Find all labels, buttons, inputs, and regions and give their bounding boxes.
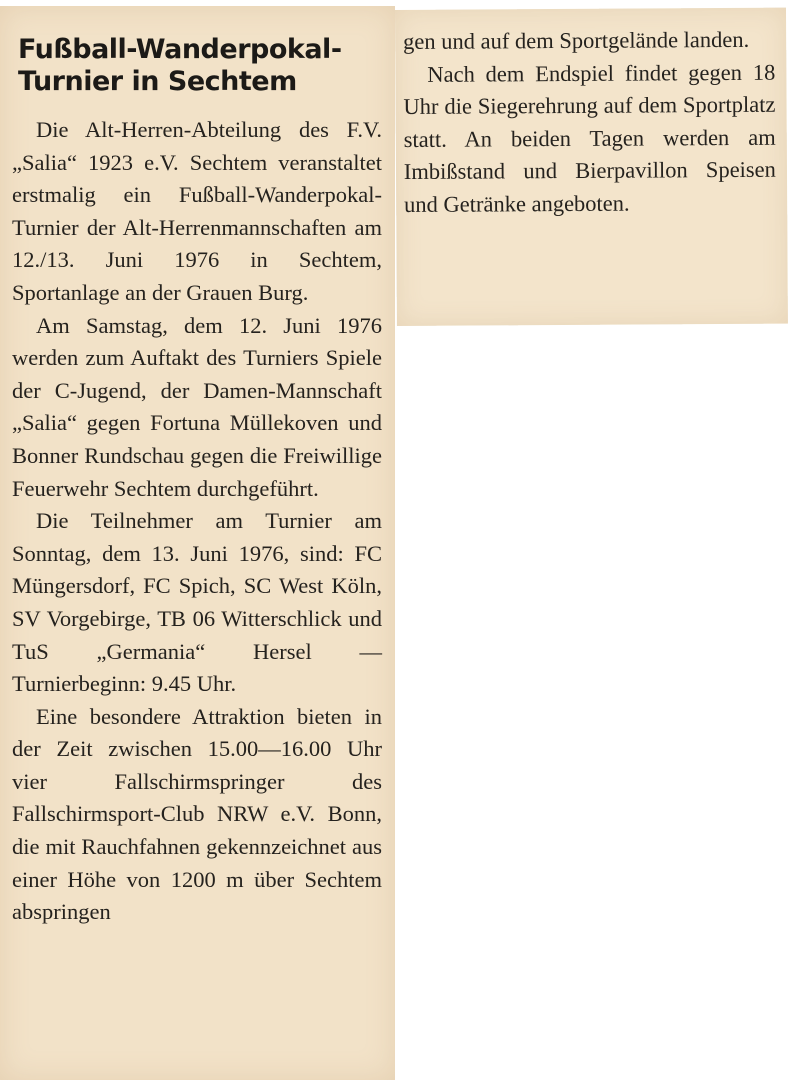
article-paragraph-3: Die Teilnehmer am Turnier am Sonntag, dem 13. Juni 1976, sind: FC Müngersdorf, FC Spich, SC West Köln, SV Vorgebirge, TB 06 Witterschlick und TuS „Germania“ Hersel — Turnierbeginn: 9.45 Uhr. [12,508,382,697]
article-paragraph-5: Nach dem Endspiel findet gegen 18 Uhr die Siegerehrung auf dem Sportplatz statt. An beiden Tagen werden am Imbißstand und Bierpavillon Speisen und Getränke angeboten. [403,59,776,217]
article-paragraph-2: Am Samstag, dem 12. Juni 1976 werden zum Auftakt des Turniers Spiele der C-Jugend, der Damen-Mannschaft „Salia“ gegen Fortuna Müllekoven und Bonner Rundschau gegen die Freiwillige Feuerwehr Sechtem durchgeführt. [12,312,382,501]
article-right-column [403,24,776,222]
article-paragraph-1: Die Alt-Herren-Abteilung des F.V. „Salia“ 1923 e.V. Sechtem veranstaltet erstmalig ein Fußball-Wanderpokal-Turnier der Alt-Herrenmannschaften am 12./13. Juni 1976 in Sechtem, Sportanlage an der Grauen Burg. [12,117,382,305]
article-paragraph-continuation: gen und auf dem Sportgelände landen. [403,26,750,54]
article-paragraph-4: Eine besondere Attraktion bieten in der Zeit zwischen 15.00—16.00 Uhr vier Fallschirmspringer des Fallschirmsport-Club NRW e.V. Bonn, die mit Rauchfahnen gekennzeichnet aus einer Höhe von 1200 m über Sechtem abspringen [12,703,382,925]
article-headline: Fußball-Wanderpokal-Turnier in Sechtem [18,34,342,97]
article-left-column [12,114,382,929]
newspaper-clipping-left-column [0,6,395,1080]
